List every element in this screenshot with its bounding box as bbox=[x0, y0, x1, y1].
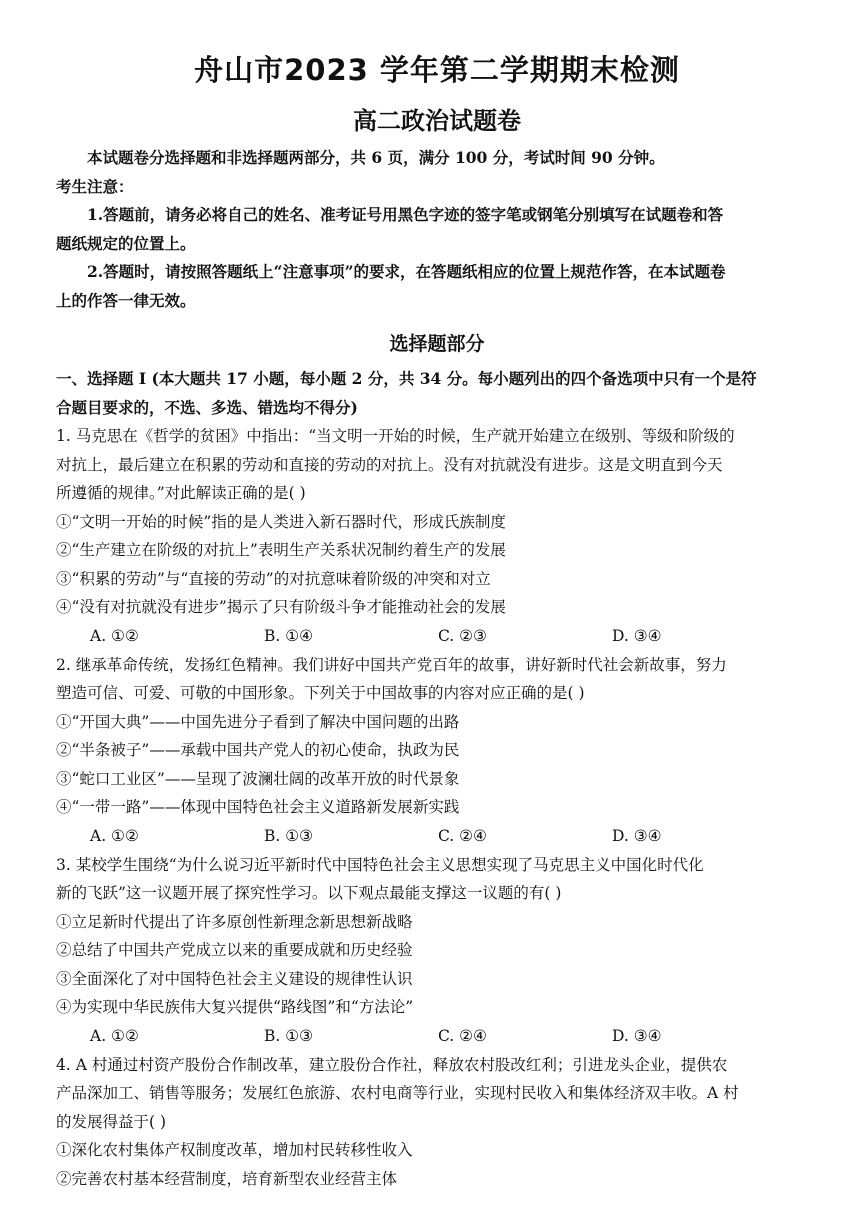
question-list bbox=[56, 422, 818, 1193]
statement-item: ①深化农村集体产权制度改革，增加村民转移性收入 bbox=[56, 1141, 413, 1159]
note-2-line-1: 2.答题时，请按照答题纸上“注意事项”的要求，在答题纸相应的位置上规范作答，在本试题卷 bbox=[87, 262, 726, 281]
question-3 bbox=[56, 851, 818, 1051]
question-stem-line: 对抗上，最后建立在积累的劳动和直接的劳动的对抗上。没有对抗就没有进步。这是文明直到今天 bbox=[56, 455, 723, 474]
section-title: 选择题部分 bbox=[389, 333, 485, 355]
question-stem-line: 的发展得益于( ) bbox=[56, 1112, 167, 1131]
answer-option: D. ③④ bbox=[612, 826, 662, 845]
note-1-line-2: 题纸规定的位置上。 bbox=[56, 233, 196, 253]
question-stem-line: 产品深加工、销售等服务；发展红色旅游、农村电商等行业，实现村民收入和集体经济双丰收。A 村 bbox=[56, 1084, 739, 1102]
question-stem-line: 新的飞跃”这一议题开展了探究性学习。以下观点最能支撑这一议题的有( ) bbox=[56, 884, 562, 902]
question-stem-line: 4. A 村通过村资产股份合作制改革，建立股份合作社，释放农村股改红利；引进龙头企业，提供农 bbox=[56, 1055, 728, 1074]
statement-item: ②完善农村基本经营制度，培育新型农业经营主体 bbox=[56, 1169, 398, 1188]
exam-subtitle: 高二政治试题卷 bbox=[353, 107, 521, 135]
note-1-line-1: 1.答题前，请务必将自己的姓名、准考证号用黑色字迹的签字笔或钢笔分别填写在试题卷和答 bbox=[87, 205, 724, 224]
answer-option: A. ①② bbox=[90, 826, 139, 845]
answer-option: B. ①③ bbox=[264, 1026, 314, 1045]
statement-item: ③“积累的劳动”与“直接的劳动”的对抗意味着阶级的冲突和对立 bbox=[56, 569, 491, 588]
answer-option: A. ①② bbox=[90, 1026, 139, 1045]
answer-option: C. ②③ bbox=[438, 626, 487, 645]
statement-item: ②“生产建立在阶级的对抗上”表明生产关系状况制约着生产的发展 bbox=[56, 541, 506, 559]
notice-label: 考生注意： bbox=[56, 176, 134, 196]
answer-options bbox=[56, 622, 818, 651]
statement-item: ④为实现中华民族伟大复兴提供“路线图”和“方法论” bbox=[56, 998, 414, 1016]
exam-title: 舟山市2023 学年第二学期期末检测 bbox=[194, 53, 680, 87]
statement-item: ④“没有对抗就没有进步”揭示了只有阶级斗争才能推动社会的发展 bbox=[56, 598, 506, 616]
answer-option: C. ②④ bbox=[438, 826, 487, 845]
answer-options bbox=[56, 1022, 818, 1051]
note-2-line-2: 上的作答一律无效。 bbox=[56, 290, 196, 310]
question-2 bbox=[56, 651, 818, 851]
answer-option: D. ③④ bbox=[612, 1026, 662, 1045]
statement-item: ④“一带一路”——体现中国特色社会主义道路新发展新实践 bbox=[56, 798, 460, 816]
answer-option: D. ③④ bbox=[612, 626, 662, 645]
question-stem-line: 3. 某校学生围绕“为什么说习近平新时代中国特色社会主义思想实现了马克思主义中国化时代化 bbox=[56, 855, 704, 874]
exam-summary: 本试题卷分选择题和非选择题两部分，共 6 页，满分 100 分，考试时间 90 分钟。 bbox=[87, 148, 665, 167]
statement-item: ②“半条被子”——承载中国共产党人的初心使命，执政为民 bbox=[56, 741, 460, 759]
answer-options bbox=[56, 822, 818, 851]
question-stem-line: 所遵循的规律。”对此解读正确的是( ) bbox=[56, 484, 306, 502]
statement-item: ①“开国大典”——中国先进分子看到了解决中国问题的出路 bbox=[56, 712, 460, 731]
section-instruction-line-2: 合题目要求的，不选、多选、错选均不得分) bbox=[56, 397, 358, 417]
section-instruction-line-1: 一、选择题 I (本大题共 17 小题，每小题 2 分，共 34 分。每小题列出的四个备选项中只有一个是符 bbox=[56, 369, 757, 388]
answer-option: A. ①② bbox=[90, 626, 139, 645]
question-stem-line: 2. 继承革命传统，发扬红色精神。我们讲好中国共产党百年的故事，讲好新时代社会新故事，努力 bbox=[56, 655, 727, 674]
question-1 bbox=[56, 422, 818, 651]
answer-option: C. ②④ bbox=[438, 1026, 487, 1045]
statement-item: ①立足新时代提出了许多原创性新理念新思想新战略 bbox=[56, 912, 413, 931]
question-4 bbox=[56, 1051, 818, 1194]
question-stem-line: 塑造可信、可爱、可敬的中国形象。下列关于中国故事的内容对应正确的是( ) bbox=[56, 684, 585, 702]
answer-option: B. ①④ bbox=[264, 626, 314, 645]
statement-item: ③“蛇口工业区”——呈现了波澜壮阔的改革开放的时代景象 bbox=[56, 769, 460, 788]
statement-item: ②总结了中国共产党成立以来的重要成就和历史经验 bbox=[56, 941, 413, 959]
answer-option: B. ①③ bbox=[264, 826, 314, 845]
statement-item: ③全面深化了对中国特色社会主义建设的规律性认识 bbox=[56, 969, 413, 988]
question-stem-line: 1. 马克思在《哲学的贫困》中指出：“当文明一开始的时候，生产就开始建立在级别、等级和阶级的 bbox=[56, 427, 735, 445]
statement-item: ①“文明一开始的时候”指的是人类进入新石器时代，形成氏族制度 bbox=[56, 512, 506, 531]
